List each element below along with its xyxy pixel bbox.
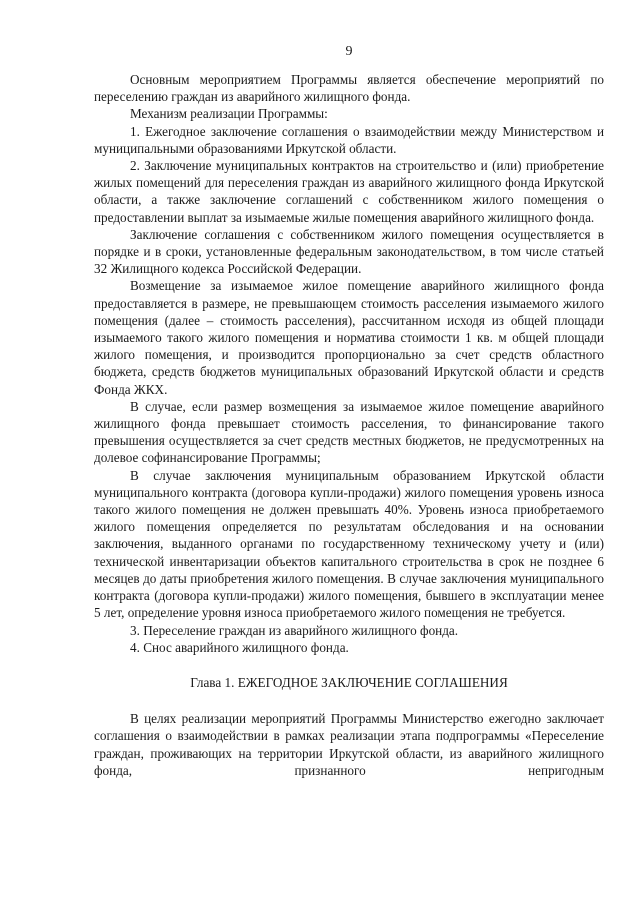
chapter-title: Глава 1. ЕЖЕГОДНОЕ ЗАКЛЮЧЕНИЕ СОГЛАШЕНИЯ <box>190 674 508 690</box>
list-item-1: 1. Ежегодное заключение соглашения о взаимодействии между Министерством и муниципальными образованиями Иркутской области. <box>94 123 604 156</box>
paragraph-compensation: Возмещение за изымаемое жилое помещение аварийного жилищного фонда предоставляется в размере, не превышающем стоимость расселения изымаемого жилого помещения (далее – стоимость расселения), рассчитанном исходя из общей площади изымаемого такого жилого помещения и норматива стоимости 1 кв. м общей площади жилого помещения, и производится пропорционально за счет средств областного бюджета, средств бюджетов муниципальных образований Иркутской области и средств Фонда ЖКХ. <box>94 278 604 397</box>
list-item-2: 2. Заключение муниципальных контрактов на строительство и (или) приобретение жилых помещений для переселения граждан из аварийного жилищного фонда Иркутской области, а также заключение соглашений с собственником жилого помещения о предоставлении выплат за изымаемые жилые помещения аварийного жилищного фонда. <box>94 158 604 225</box>
paragraph-main-measure: Основным мероприятием Программы является обеспечение мероприятий по переселению граждан из аварийного жилищного фонда. <box>94 72 604 105</box>
paragraph-excess-financing: В случае, если размер возмещения за изымаемое жилое помещение аварийного жилищного фонда превышает стоимость расселения, то финансирование такого превышения осуществляется за счет средств местных бюджетов, не предусмотренных на долевое софинансирование Программы; <box>94 398 604 466</box>
list-item-4: 4. Снос аварийного жилищного фонда. <box>130 639 349 655</box>
list-item-3: 3. Переселение граждан из аварийного жилищного фонда. <box>130 622 459 638</box>
chapter-paragraph: В целях реализации мероприятий Программы Министерство ежегодно заключает соглашения о взаимодействии в рамках реализации этапа подпрограммы «Переселение граждан, проживающих на территории Иркутской области, из аварийного жилищного фонда, признанного непригодным <box>94 711 604 778</box>
paragraph-agreement: Заключение соглашения с собственником жилого помещения осуществляется в порядке и в сроки, установленные федеральным законодательством, в том числе статьей 32 Жилищного кодекса Российской Федерации. <box>94 226 604 277</box>
paragraph-mechanism-heading: Механизм реализации Программы: <box>130 106 328 122</box>
page-number: 9 <box>345 44 353 59</box>
paragraph-wear-level: В случае заключения муниципальным образованием Иркутской области муниципального контракта (договора купли-продажи) жилого помещения уровень износа такого жилого помещения не должен превышать 40%. Уровень износа приобретаемого жилого помещения определяется по результатам обследования и на основании заключения, выданного органами по государственному техническому учету и (или) технической инвентаризации объектов капитального строительства в срок не позднее 6 месяцев до даты приобретения жилого помещения. В случае заключения муниципального контракта (договора купли-продажи) жилого помещения, бывшего в эксплуатации менее 5 лет, определение уровня износа приобретаемого жилого помещения не требуется. <box>94 467 604 621</box>
